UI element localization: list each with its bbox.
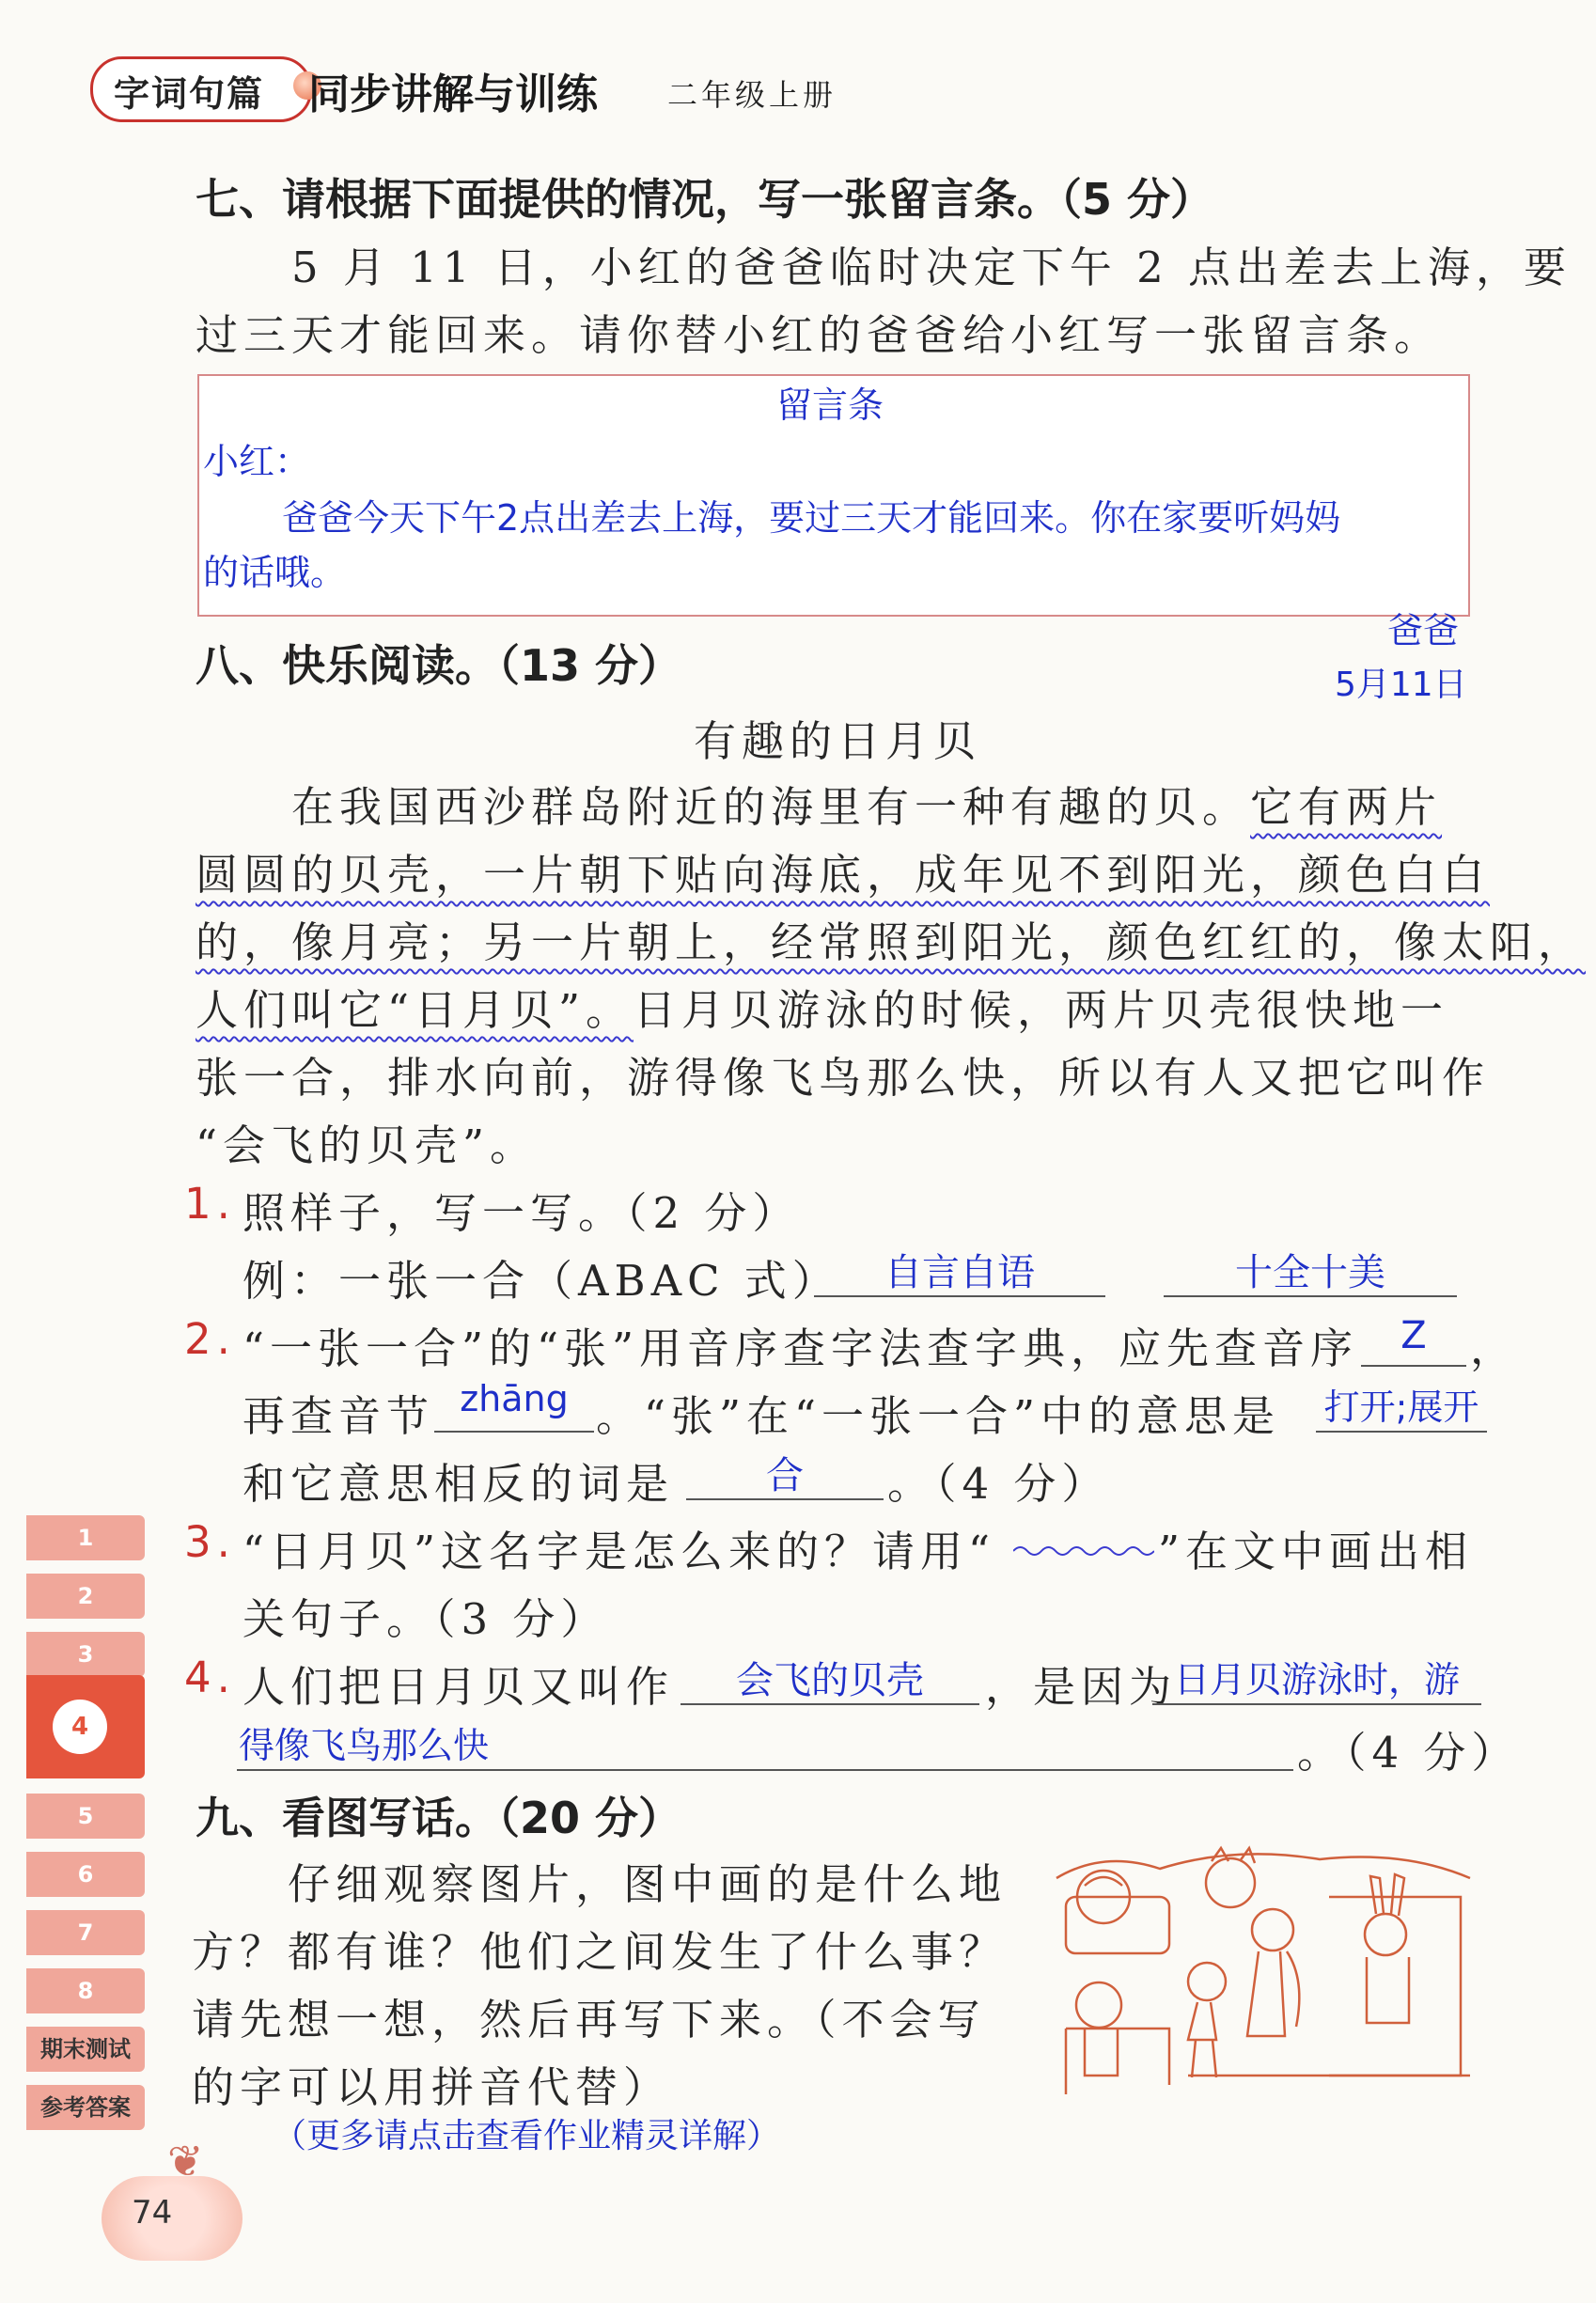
- side-tab-final-exam[interactable]: 期末测试: [26, 2027, 145, 2072]
- q4-reason-blank2: [237, 1716, 1293, 1771]
- note-title: 留言条: [776, 384, 884, 426]
- q4-number: 4.: [184, 1653, 236, 1702]
- section8-heading: 八、快乐阅读。（13 分）: [196, 640, 682, 691]
- q4-name-blank: [681, 1651, 979, 1705]
- wavy-line-sample: [1013, 1542, 1154, 1560]
- q2-answer-meaning: 打开;展开: [1323, 1386, 1479, 1428]
- q1-text: 照样子，写一写。（2 分）: [243, 1188, 801, 1238]
- section9-line: 方？都有谁？他们之间发生了什么事？: [192, 1927, 1008, 1977]
- q4-answer-reason2: 得像飞鸟那么快: [239, 1725, 490, 1766]
- q2-opposite-blank: [686, 1446, 884, 1500]
- q4-line1b: ，是因为: [985, 1662, 1178, 1712]
- q2-line2a: 再查音节: [243, 1391, 435, 1441]
- q2-line2b: 。“张”在“一张一合”中的意思是: [596, 1391, 1281, 1441]
- passage-line: 人们叫它“日月贝”。日月贝游泳的时候，两片贝壳很快地一: [196, 985, 1449, 1035]
- side-tab-answers[interactable]: 参考答案: [26, 2085, 145, 2130]
- more-link[interactable]: （更多请点击查看作业精灵详解）: [273, 2117, 781, 2155]
- note-date: 5月11日: [1335, 666, 1467, 704]
- section7-prompt-line2: 过三天才能回来。请你替小红的爸爸给小红写一张留言条。: [196, 310, 1443, 360]
- section9-heading: 九、看图写话。（20 分）: [196, 1793, 682, 1843]
- passage-line: “会飞的贝壳”。: [196, 1120, 539, 1170]
- q3-line1a: “日月贝”这名字是怎么来的？请用“: [243, 1527, 996, 1576]
- butterfly-icon: ❦: [167, 2136, 204, 2186]
- q2-index-blank: [1361, 1314, 1466, 1367]
- q2-meaning-blank: [1316, 1378, 1487, 1433]
- q2-number: 2.: [184, 1314, 236, 1364]
- side-tab-1[interactable]: 1: [26, 1515, 145, 1560]
- side-tab-4-label: 4: [53, 1700, 107, 1754]
- note-body-line1: 爸爸今天下午2点出差去上海，要过三天才能回来。你在家要听妈妈: [282, 497, 1341, 539]
- q2-comma: ，: [1470, 1324, 1519, 1373]
- q2-line1: “一张一合”的“张”用音序查字法查字典，应先查音序: [243, 1324, 1359, 1373]
- bus-scene-illustration: [1047, 1841, 1479, 2113]
- q4-reason-blank1: [1152, 1651, 1481, 1705]
- q1-answer2-blank: [1164, 1243, 1457, 1297]
- side-tab-3[interactable]: 3: [26, 1632, 145, 1677]
- q2-line3a: 和它意思相反的词是: [243, 1459, 675, 1509]
- note-body-line2: 的话哦。: [203, 552, 347, 593]
- section9-line: 仔细观察图片，图中画的是什么地: [288, 1859, 1008, 1909]
- q1-answer1-blank: [814, 1243, 1105, 1297]
- q2-line3b: 。（4 分）: [887, 1459, 1110, 1509]
- section9-line: 请先想一想，然后再写下来。（不会写: [192, 1995, 986, 2044]
- grade-label: 二年级上册: [667, 77, 837, 113]
- side-tab-8[interactable]: 8: [26, 1968, 145, 2013]
- q4-answer-name: 会飞的贝壳: [736, 1659, 924, 1702]
- q3-line2: 关句子。（3 分）: [243, 1594, 609, 1644]
- section7-heading: 七、请根据下面提供的情况，写一张留言条。（5 分）: [196, 174, 1214, 225]
- q4-line1a: 人们把日月贝又叫作: [243, 1662, 675, 1712]
- side-tab-2[interactable]: 2: [26, 1574, 145, 1619]
- section9-line: 的字可以用拼音代替）: [192, 2062, 672, 2112]
- series-logo: [90, 56, 312, 122]
- wavy-line-icon: [1013, 1542, 1154, 1560]
- book-title: 同步讲解与训练: [308, 70, 598, 118]
- logo-text: 字词句篇: [114, 73, 265, 115]
- q4-line2b: 。（4 分）: [1297, 1728, 1520, 1778]
- q3-number: 3.: [184, 1517, 236, 1567]
- side-tab-7[interactable]: 7: [26, 1910, 145, 1955]
- q1-answer2: 十全十美: [1235, 1251, 1385, 1294]
- q2-answer-index: Z: [1400, 1314, 1427, 1357]
- note-signature: 爸爸: [1387, 610, 1460, 651]
- q3-line1b: ”在文中画出相: [1158, 1527, 1474, 1576]
- q2-answer-syllable: zhāng: [460, 1378, 569, 1419]
- note-salutation: 小红：: [203, 441, 311, 482]
- q1-number: 1.: [184, 1179, 236, 1229]
- q4-answer-reason1: 日月贝游泳时，游: [1173, 1659, 1460, 1700]
- side-tab-5[interactable]: 5: [26, 1794, 145, 1839]
- passage-title: 有趣的日月贝: [694, 716, 982, 766]
- q1-example: 例：一张一合（ABAC 式）: [243, 1256, 840, 1306]
- passage-line: 在我国西沙群岛附近的海里有一种有趣的贝。它有两片: [291, 782, 1443, 832]
- section7-prompt-line1: 5 月 11 日，小红的爸爸临时决定下午 2 点出差去上海，要: [291, 243, 1573, 292]
- passage-line: 圆圆的贝壳，一片朝下贴向海底，成年见不到阳光，颜色白白: [196, 850, 1491, 900]
- q2-syllable-blank: [434, 1378, 594, 1433]
- passage-line: 的，像月亮；另一片朝上，经常照到阳光，颜色红红的，像太阳，: [196, 917, 1587, 967]
- q2-answer-opposite: 合: [766, 1454, 804, 1497]
- q1-answer1: 自言自语: [884, 1251, 1035, 1294]
- page-number: 74: [132, 2194, 173, 2232]
- side-tab-6[interactable]: 6: [26, 1852, 145, 1897]
- passage-line: 张一合，排水向前，游得像飞鸟那么快，所以有人又把它叫作: [196, 1053, 1491, 1103]
